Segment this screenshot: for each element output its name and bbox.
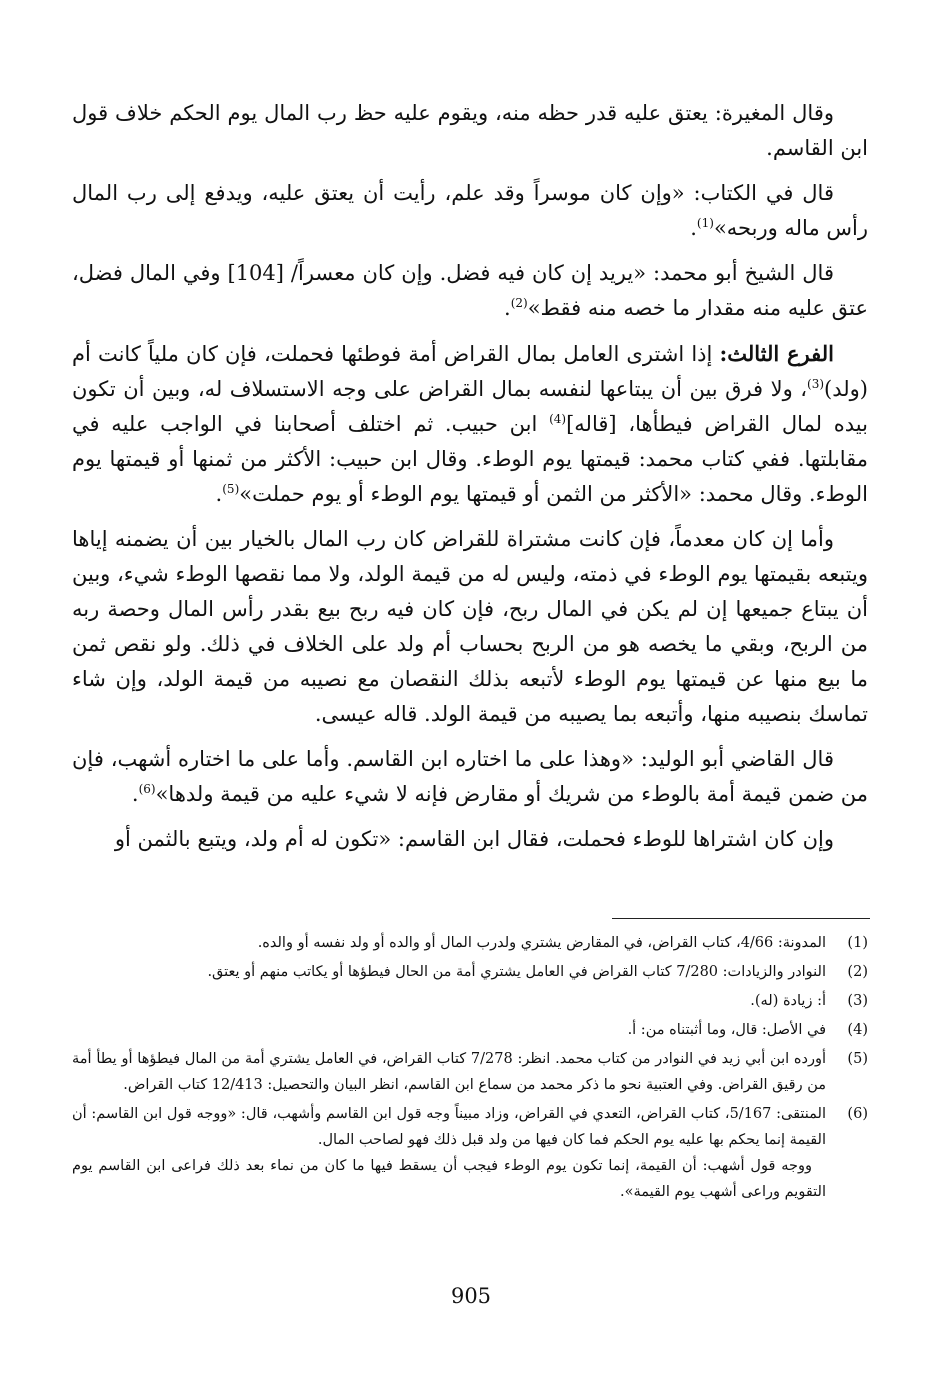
text-run: ، ولا فرق بين أن يبتاعها لنفسه بمال القراض على وجه الاستسلاف له، وبين أن تكون بيده لمال القراض فيطأها، [قاله] (72, 377, 868, 436)
footnote-text-block (72, 988, 826, 1014)
footnote-number: (3) (847, 993, 868, 1009)
footnote-text-block (72, 930, 826, 956)
text-run: ابن حبيب. ثم اختلف أصحابنا في الواجب عليه في مقابلتها. ففي كتاب محمد: قيمتها يوم الوطء. وقال ابن حبيب: الأكثر من ثمنها أو قيمتها يوم الوطء. وقال محمد: «الأكثر من الثمن أو قيمتها يوم الوطء أو يوم حملت» (72, 412, 868, 506)
footnote-text-continued: ووجه قول أشهب: أن القيمة، إنما تكون يوم الوطء فيجب أن يسقط فيها ما كان من نماء بعد ذلك فراعى ابن القاسم يوم التقويم وراعى أشهب يوم القيمة». (72, 1158, 826, 1200)
footnote-text: أ: زيادة (له). (750, 993, 826, 1009)
paragraph (72, 176, 868, 246)
footnote-number: (4) (847, 1022, 868, 1038)
paragraph (72, 336, 868, 512)
footnote-text: المنتقى: 5/167، كتاب القراض، التعدي في القراض، وزاد مبيناً وجه قول ابن القاسم وأشهب، قال: «ووجه قول ابن القاسم: أن القيمة إنما يحكم بها عليه يوم الحكم فما كان فيها من ولد قبل ذلك فهو لصاحب المال. (72, 1106, 827, 1148)
footnote-text: المدونة: 4/66، كتاب القراض، في المقارض يشتري ولدرب المال أو والده أو ولد نفسه أو والده. (257, 935, 826, 951)
footnote-text: النوادر والزيادات: 7/280 كتاب القراض في العامل يشتري أمة من الحال فيطؤها أو يكاتب منهم أو يعتق. (207, 964, 826, 980)
text-run: . (131, 782, 139, 806)
text-run: قال الشيخ أبو محمد: «يريد إن كان فيه فضل. وإن كان معسراً/ [104] وفي المال فضل، عتق عليه منه مقدار ما خصه منه فقط» (72, 261, 868, 320)
section-heading: الفرع الثالث: (719, 341, 834, 366)
footnote-ref: (3) (807, 377, 825, 391)
footnote-text-block (72, 959, 826, 985)
footnote (72, 1046, 868, 1098)
text-run: . (504, 296, 511, 320)
footnote (72, 930, 868, 956)
footnote-number: (2) (847, 964, 868, 980)
main-text (72, 96, 868, 867)
footnote (72, 959, 868, 985)
paragraph (72, 522, 868, 732)
paragraph (72, 256, 868, 326)
footnote-ref: (4) (549, 412, 567, 426)
footnote (72, 988, 868, 1014)
footnote-text: في الأصل: قال، وما أثبتناه من: أ. (627, 1022, 826, 1038)
footnote (72, 1017, 868, 1043)
page-number: 905 (450, 1284, 492, 1308)
paragraph (72, 96, 868, 166)
footnote-separator (612, 918, 870, 919)
paragraph (72, 742, 868, 812)
text-run: قال في الكتاب: «وإن كان موسراً وقد علم، رأيت أن يعتق عليه، ويدفع إلى رب المال رأس ماله وربحه» (72, 181, 868, 240)
text-run: . (690, 216, 697, 240)
footnote-number: (5) (847, 1051, 868, 1067)
footnote-text-block (72, 1101, 826, 1205)
footnote-ref: (2) (510, 296, 528, 310)
text-run: وقال المغيرة: يعتق عليه قدر حظه منه، ويقوم عليه حظ رب المال يوم الحكم خلاف قول ابن القاسم. (72, 101, 868, 160)
paragraph (72, 822, 868, 857)
footnote-text-block (72, 1046, 826, 1098)
footnote-ref: (1) (696, 216, 714, 230)
text-run: وإن كان اشتراها للوطء فحملت، فقال ابن القاسم: «تكون له أم ولد، ويتبع بالثمن أو (114, 827, 834, 851)
footnote-text: أورده ابن أبي زيد في النوادر من كتاب محمد. انظر: 7/278 كتاب القراض، في العامل يشتري أمة من المال فيطؤها أو يطأ أمة من رقيق القراض. وفي العتبية نحو ما ذكر محمد من سماع ابن القاسم، انظر البيان والتحصيل: 12/413 كتاب القراض. (72, 1051, 826, 1093)
text-run: . (215, 482, 223, 506)
footnote-number: (6) (847, 1106, 868, 1122)
footnote (72, 1101, 868, 1205)
footnote-ref: (5) (222, 482, 240, 496)
footnote-number: (1) (847, 935, 868, 951)
footnote-ref: (6) (138, 782, 156, 796)
text-run: وأما إن كان معدماً، فإن كانت مشتراة للقراض كان رب المال بالخيار بين أن يضمنه إياها ويتبعه بقيمتها يوم الوطء في ذمته، وليس له من قيمة الولد، ولا مما نقصها الوطء شيء، وبين أن يبتاع جميعها إن لم يكن في المال ربح، فإن كان فيه ربح بيع بقدر رأس المال وحصة ربه من الربح، وبقي ما يخصه هو من الربح بحساب أم ولد على الخلاف في ذلك. ولو نقص ثمن ما بيع منها عن قيمتها يوم الوطء لأتبعه بذلك النقصان مع نصيبه من قيمة الولد، وإن شاء تماسك بنصيبه منها، وأتبعه بما يصيبه من قيمة الولد. قاله عيسى. (72, 527, 868, 726)
footnote-text-block (72, 1017, 826, 1043)
text-run: إذا اشترى العامل بمال القراض أمة فوطئها فحملت، فإن كان ملياً كانت أم (ولد) (72, 342, 868, 401)
text-run: قال القاضي أبو الوليد: «وهذا على ما اختاره ابن القاسم. وأما على ما اختاره أشهب، فإن من ضمن قيمة أمة بالوطء من شريك أو مقارض فإنه لا شيء عليه من قيمة ولدها» (72, 747, 868, 806)
footnotes (72, 930, 868, 1208)
